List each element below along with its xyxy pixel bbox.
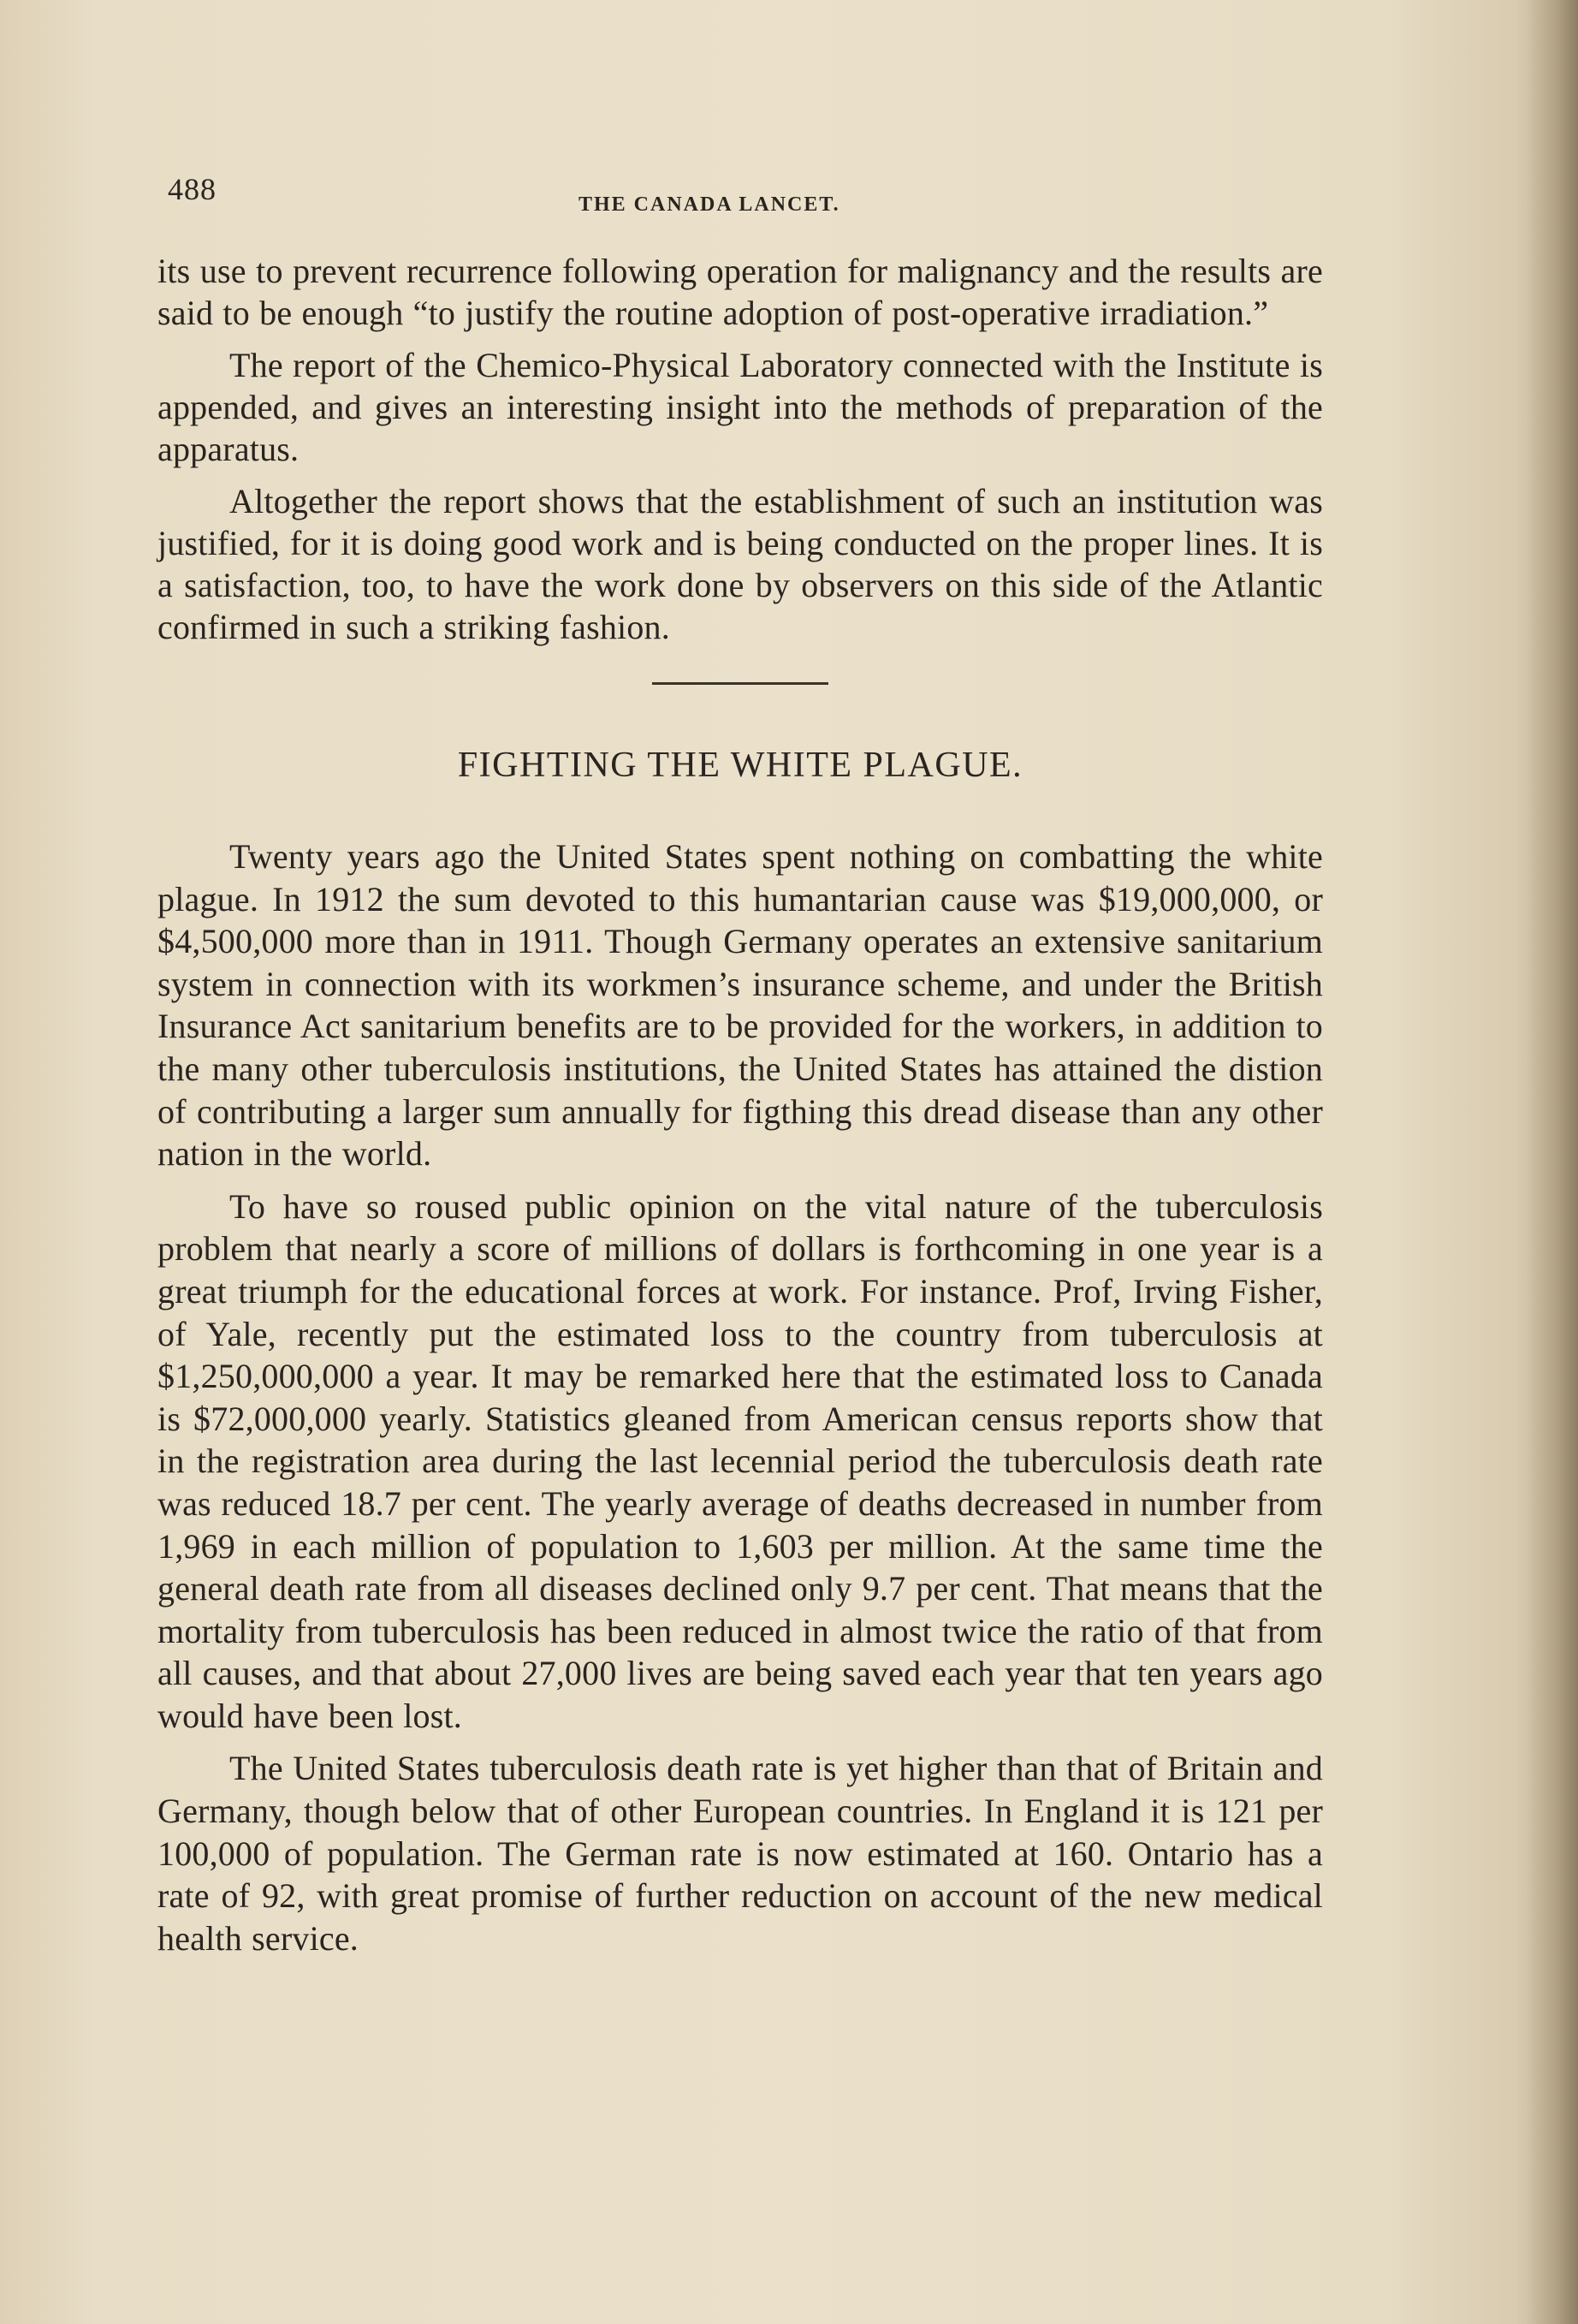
intro-section [157,250,1323,648]
page-body [157,250,1323,1970]
page-header [168,171,1323,223]
page-edge-shadow [1527,0,1578,2324]
section-divider [652,682,828,685]
intro-paragraph-3: Altogether the report shows that the establishment of such an institution was justified, for it is doing good work and is being conducted on the proper lines. It is a satisfaction, too, to have the work done by observers on this side of the Atlantic confirmed in such a striking fashion. [157,482,1323,646]
running-head: THE CANADA LANCET. [578,193,840,216]
article-title: FIGHTING THE WHITE PLAGUE. [457,746,1023,785]
page-number: 488 [168,172,217,206]
article-paragraph-3: The United States tuberculosis death rate is yet higher than that of Britain and Germany, though below that of other European countries. In England it is 121 per 100,000 of population. The German rate is now estimated at 160. Ontario has a rate of 92, with great promise of further reduction on account of the new medical health service. [157,1749,1323,1958]
article-paragraph-1: Twenty years ago the United States spent nothing on combatting the white plague. In 1912 the sum devoted to this humantarian cause was $19,000,000, or $4,500,000 more than in 1911. Though Germany operates an extensive sanitarium system in connection with its workmen’s insurance scheme, and under the British Insurance Act sanitarium benefits are to be provided for the workers, in addition to the many other tuberculosis institutions, the United States has attained the distion of contributing a larger sum annually for figthing this dread disease than any other nation in the world. [157,837,1323,1174]
intro-paragraph-2: The report of the Chemico-Physical Laboratory connected with the Institute is appended, and gives an interesting insight into the methods of preparation of the apparatus. [157,346,1323,468]
article-paragraph-2: To have so roused public opinion on the vital nature of the tuberculosis problem that nearly a score of millions of dollars is forthcoming in one year is a great triumph for the educational forces at work. For instance. Prof, Irving Fisher, of Yale, recently put the estimated loss to the country from tuberculosis at $1,250,000,000 a year. It may be remarked here that the estimated loss to Canada is $72,000,000 yearly. Statistics gleaned from American census reports show that in the registration area during the last lecennial period the tuberculosis death rate was reduced 18.7 per cent. The yearly average of deaths decreased in number from 1,969 in each million of population to 1,603 per million. At the same time the general death rate from all diseases declined only 9.7 per cent. That means that the mortality from tuberculosis has been reduced in almost twice the ratio of that from all causes, and that about 27,000 lives are being saved each year that ten years ago would have been lost. [157,1186,1323,1735]
article-section [157,745,1323,1959]
intro-paragraph-1: its use to prevent recurrence following operation for malignancy and the results are said to be enough “to justify the routine adoption of post-operative irradiation.” [157,252,1323,332]
